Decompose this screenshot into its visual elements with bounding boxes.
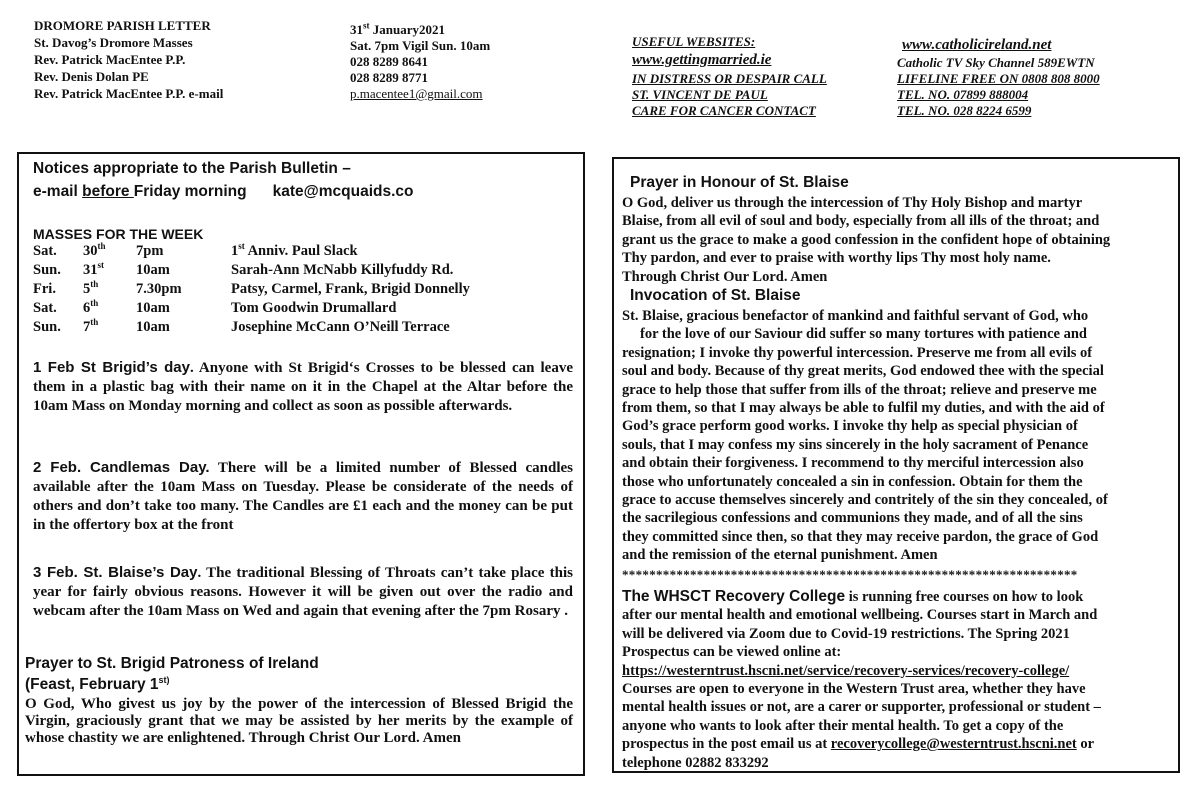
blaise-day-heading: 3 Feb. St. Blaise’s Day: [33, 564, 198, 581]
header-contact: [350, 22, 490, 102]
brigid-day-notice: 1 Feb St Brigid’s day. Anyone with St Brigid‘s Crosses to be blessed can leave them in a plastic bag with their name on it in the Chapel at the Altar before the 10am Mass on Monday morning and collect as soon as possible afterwards.: [33, 359, 574, 414]
recovery-college-link[interactable]: https://westerntrust.hscni.net/service/recovery-services/recovery-college/: [622, 662, 1070, 679]
brigid-prayer-feast: (Feast, February $1^{st)}$: [25, 674, 170, 693]
masses-week-title: MASSES FOR THE WEEK: [33, 226, 204, 242]
brigid-day-heading: 1 Feb St Brigid’s day: [33, 359, 190, 376]
blaise-prayer-title: Prayer in Honour of St. Blaise: [630, 174, 849, 191]
blaise-prayer-text: O God, deliver us through the intercession of Thy Holy Bishop and martyr Blaise, from all evil of soul and body, especially from all ills of the throat; and grant us the grace to make a good confession in the confident hope of obtaining Thy pardon, and ever to praise with worthy lips Thy most holy name. Through Christ Our Lord. Amen: [622, 195, 1111, 285]
lifeline-number: LIFELINE FREE ON 0808 808 8000: [897, 71, 1100, 86]
mass-times: Sat. 7pm Vigil Sun. 10am: [350, 38, 491, 53]
recovery-college-title: The WHSCT Recovery College: [622, 588, 846, 605]
masses-heading: St. Davog’s Dromore Masses: [34, 35, 193, 50]
useful-websites-label: USEFUL WEBSITES:: [632, 34, 756, 49]
bulletin-date: 31st January2021: [350, 20, 445, 37]
catholic-tv: Catholic TV Sky Channel 589EWTN: [897, 55, 1095, 70]
notices-title: Notices appropriate to the Parish Bulletin –: [33, 160, 351, 177]
distress-label: IN DISTRESS OR DESPAIR CALL: [632, 71, 827, 86]
invocation-text: St. Blaise, gracious benefactor of mankind and faithful servant of God, who for the love of our Saviour did suffer so many tortures with patience and resignation; I invoke thy powerful intercession. Preserve me from all evils of soul and body. Because of thy great merits, God endowed thee with the special grace to help those that suffer from ills of the throat; relieve and preserve me from them, so that I may always be able to fulfil my duties, and with the aid of God’s grace perform good works. I invoke thy help as special physician of souls, that I may confess my sins sincerely in the holy sacrament of Penance and obtain their forgiveness. I recommend to thy merciful intercession also those who unfortunately concealed a sin in confession. Obtain for them the grace to accuse themselves sincerely and contritely of the sin they concealed, of the sacrilegious confessions and communions they made, and of all the sins they committed since then, so that they may receive pardon, the grace of God and the remission of the eternal punishment. Amen: [622, 308, 1108, 564]
parish-title: DROMORE PARISH LETTER: [34, 18, 211, 33]
invocation-title: Invocation of St. Blaise: [630, 287, 801, 304]
cancer-label: CARE FOR CANCER CONTACT: [632, 103, 816, 118]
catholicireland-link[interactable]: www.catholicireland.net: [902, 37, 1052, 53]
blaise-day-notice: 3 Feb. St. Blaise’s Day. The traditional Blessing of Throats can’t take place this year for fairly obvious reasons. However it will be given out over the radio and webcam after the 10am Mass on Wed and again that evening after the 7pm Rosary .: [33, 564, 573, 619]
phone-2: 028 8289 8771: [350, 70, 428, 85]
recovery-college-notice: The WHSCT Recovery College is running free courses on how to look after our mental health and emotional wellbeing. Courses start in March and will be delivered via Zoom due to Covid-19 restrictions. The Spring 2021 Prospectus can be viewed online at: https://westerntrust.hscni.net/service/recovery-services/recovery-college/ Courses are open to everyone in the Western Trust area, whether they have mental health issues or not, are a carer or supporter, professional or student – anyone who wants to look after their mental health. To get a copy of the prospectus in the post email us at recoverycollege@westerntrust.hscni.net or telephone 02882 833292: [622, 588, 1178, 772]
mass-row: Sat. 30th 7pm 1st Anniv. Paul Slack: [33, 241, 358, 259]
mass-row: Sat. 6th 10am Tom Goodwin Drumallard: [33, 298, 397, 316]
cancer-tel: TEL. NO. 028 8224 6599: [897, 103, 1032, 118]
priest-email-label: Rev. Patrick MacEntee P.P. e-mail: [34, 86, 224, 101]
recovery-college-phone: telephone 02882 833292: [622, 754, 769, 771]
brigid-prayer-title: Prayer to St. Brigid Patroness of Ireland: [25, 655, 319, 672]
gettingmarried-link[interactable]: www.gettingmarried.ie: [632, 52, 772, 68]
separator-stars: *******************************************************************: [622, 567, 1078, 582]
notices-email-line: e-mail before Friday morning kate@mcquaids.co: [33, 183, 414, 200]
recovery-college-email[interactable]: recoverycollege@westerntrust.hscni.net: [830, 736, 1077, 753]
priest-email-link[interactable]: p.macentee1@gmail.com: [350, 86, 483, 101]
svdp-tel: TEL. NO. 07899 888004: [897, 87, 1029, 102]
svdp-label: ST. VINCENT DE PAUL: [632, 87, 768, 102]
parish-header: [34, 17, 223, 102]
candlemas-notice: 2 Feb. Candlemas Day. There will be a limited number of Blessed candles available after the 10am Mass on Tuesday. Please be considerate of the needs of others and don’t take too many. The Candles are £1 each and the money can be put in the offertory box at the front: [33, 459, 573, 533]
useful-websites: [632, 34, 1152, 118]
candlemas-heading: 2 Feb. Candlemas Day.: [33, 459, 210, 476]
mass-row: Sun. 31st 10am Sarah-Ann McNabb Killyfuddy Rd.: [33, 260, 454, 278]
notices-email[interactable]: kate@mcquaids.co: [272, 183, 414, 200]
priest-emeritus: Rev. Denis Dolan PE: [34, 69, 149, 84]
masses-list: [33, 243, 573, 338]
mass-row: Sun. 7th 10am Josephine McCann O’Neill Terrace: [33, 317, 450, 335]
priest-name: Rev. Patrick MacEntee P.P.: [34, 52, 186, 67]
mass-row: Fri. 5th 7.30pm Patsy, Carmel, Frank, Brigid Donnelly: [33, 279, 470, 297]
brigid-prayer-text: O God, Who givest us joy by the power of the intercession of Blessed Brigid the Virgin, graciously grant that we may be assisted by her merits by the example of whose chastity we are enlightened. Through Christ Our Lord. Amen: [25, 696, 573, 746]
phone-1: 028 8289 8641: [350, 54, 428, 69]
